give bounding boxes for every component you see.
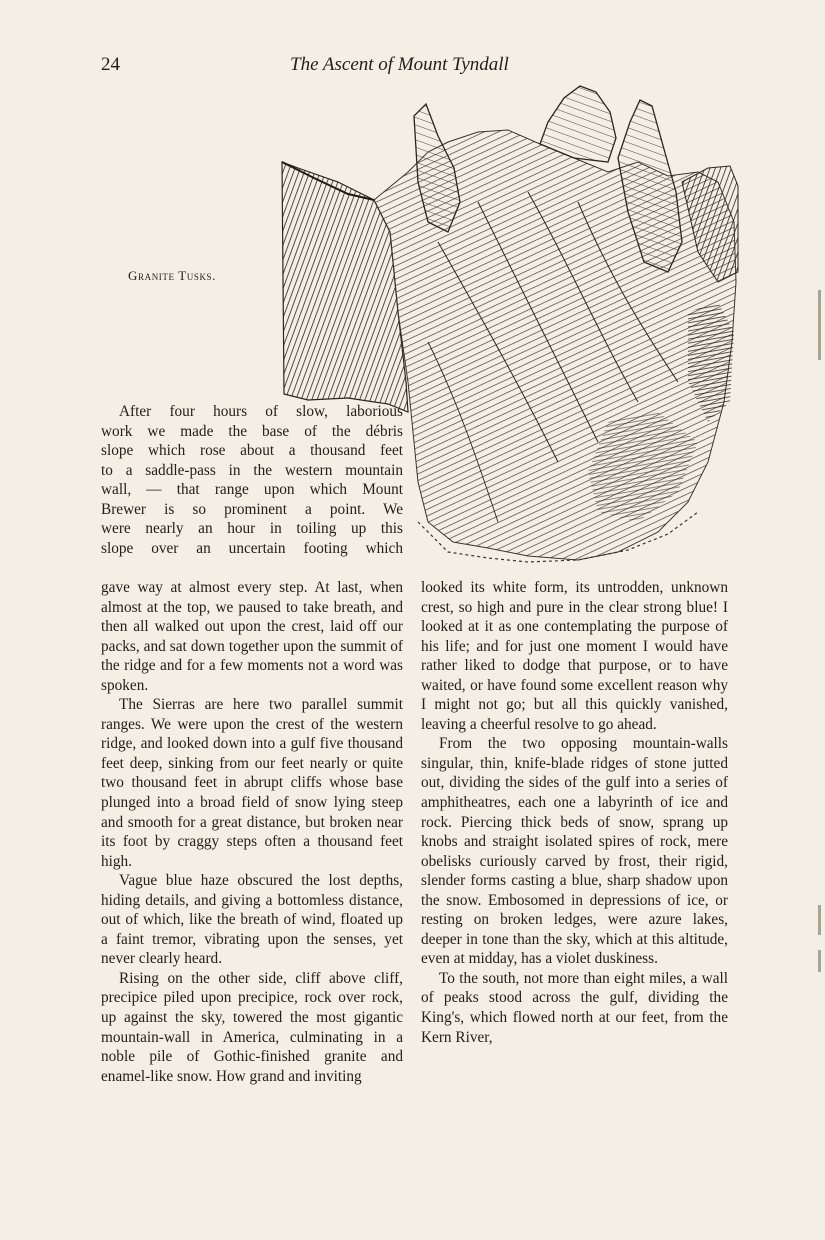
paragraph: From the two opposing mountain-walls singular, thin, knife-blade ridges of stone jutted out, dividing the sides of the gulf into a series of amphitheatres, each one a labyrinth of ice and rock. Piercing thick beds of snow, sprang up knobs and straight isolated spires of rock, mere obelisks curiously carved by frost, their rigid, slender forms casting a blue, sharp shadow upon the snow. Embosomed in depressions of ice, or resting on broken ledges, were azure lakes, deeper in tone than the sky, which at this altitude, even at midday, has a violet duskiness. bbox=[421, 735, 728, 968]
page-number: 24 bbox=[101, 54, 120, 75]
scan-edge-mark bbox=[818, 905, 821, 935]
paragraph-line: slope over an uncertain footing which bbox=[101, 539, 403, 557]
paragraph-line: were nearly an hour in toiling up this bbox=[101, 520, 403, 538]
paragraph: gave way at almost every step. At last, when almost at the top, we paused to take breath, and then all walked out upon the crest, laid off our packs, and sat down together upon the summit of the ridge and for a few moments not a word was spoken. bbox=[101, 579, 403, 694]
figure-caption: Granite Tusks. bbox=[128, 268, 216, 283]
paragraph-line: to a saddle-pass in the western mountain bbox=[101, 461, 403, 479]
right-column-text bbox=[421, 578, 728, 1047]
running-title: The Ascent of Mount Tyndall bbox=[290, 54, 509, 75]
paragraph-line: Brewer is so prominent a point. We bbox=[101, 500, 403, 518]
left-column-text bbox=[101, 578, 403, 1086]
paragraph-line: work we made the base of the débris bbox=[101, 422, 403, 440]
paragraph: The Sierras are here two parallel summit ranges. We were upon the crest of the western ridge, and looked down into a gulf five thousand feet deep, sinking from our feet nearly or quite two thousand feet in abrupt cliffs whose base plunged into a broad field of snow lying steep and smooth for a great distance, but broken near its foot by craggy steps often a thousand feet high. bbox=[101, 696, 403, 870]
scan-edge-mark bbox=[818, 290, 821, 360]
paragraph: Vague blue haze obscured the lost depths, hiding details, and giving a bottomless distance, out of which, like the breath of wind, floated up a faint tremor, vibrating upon the senses, yet never clearly heard. bbox=[101, 872, 403, 968]
left-column-wrapped-text bbox=[101, 402, 403, 558]
paragraph-line: slope which rose about a thousand feet bbox=[101, 442, 403, 460]
paragraph: looked its white form, its untrodden, unknown crest, so high and pure in the clear strong blue! I looked at it as one contemplating the purpose of his life; and for just one moment I would have rather liked to dodge that purpose, or to have waited, or have found some excellent reason why I might not go; but all this quickly vanished, leaving a cheerful resolve to go ahead. bbox=[421, 579, 728, 733]
paragraph-line: After four hours of slow, laborious bbox=[119, 403, 403, 420]
scan-edge-mark bbox=[818, 950, 821, 972]
paragraph-line: wall, — that range upon which Mount bbox=[101, 481, 403, 499]
paragraph: Rising on the other side, cliff above cliff, precipice piled upon precipice, rock over rock, up against the sky, towered the most gigantic mountain-wall in America, culminating in a noble pile of Gothic-finished granite and enamel-like snow. How grand and inviting bbox=[101, 969, 403, 1085]
paragraph: To the south, not more than eight miles, a wall of peaks stood across the gulf, dividing the King's, which flowed north at our feet, from the Kern River, bbox=[421, 969, 728, 1046]
